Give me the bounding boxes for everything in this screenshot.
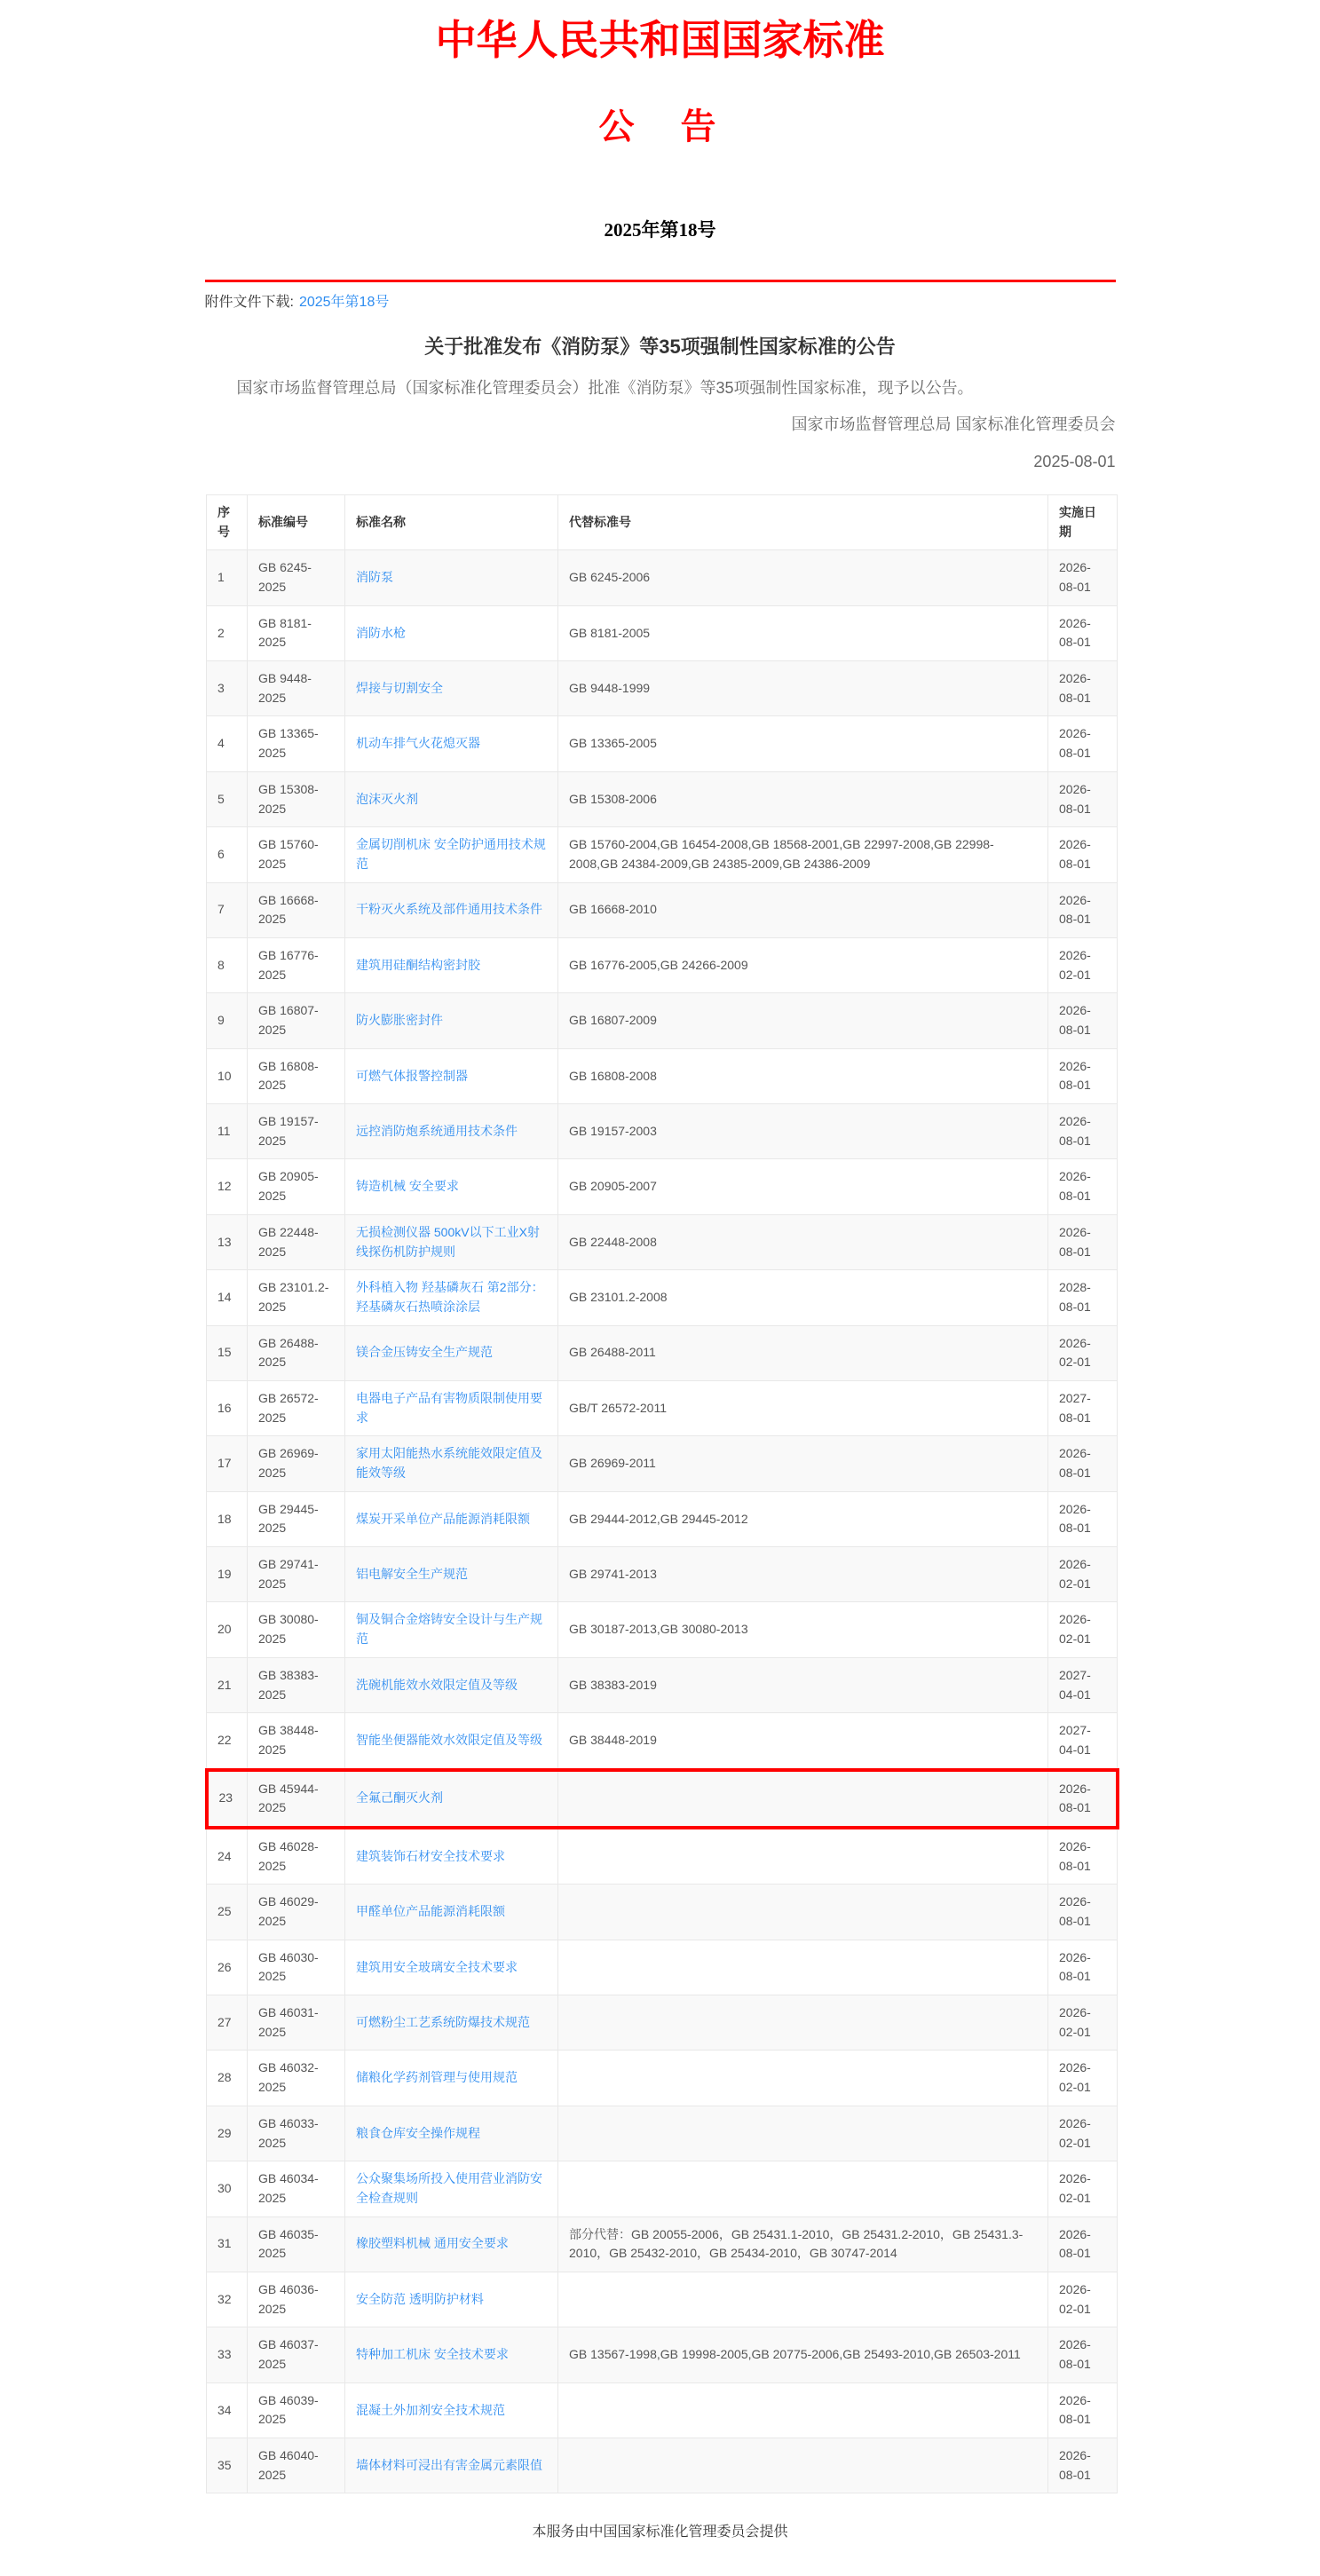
replaced-standards-cell — [558, 1828, 1048, 1885]
footer-note: 本服务由中国国家标准化管理委员会提供 — [532, 2525, 788, 2540]
implementation-date-cell: 2026-08-01 — [1048, 1159, 1118, 1214]
standard-name-link[interactable]: 洗碗机能效水效限定值及等级 — [356, 1677, 518, 1692]
standard-name-cell — [345, 1270, 558, 1325]
implementation-date-cell: 2026-08-01 — [1048, 2382, 1118, 2438]
signature: 国家市场监督管理总局 国家标准化管理委员会 — [791, 415, 1116, 433]
replaced-standards-cell — [558, 1770, 1048, 1828]
standard-name-link[interactable]: 消防泵 — [356, 570, 393, 585]
standard-name-link[interactable]: 泡沫灭火剂 — [356, 791, 418, 806]
standard-code-cell: GB 26572-2025 — [248, 1380, 345, 1435]
seq-cell: 20 — [207, 1602, 248, 1657]
implementation-date-cell: 2026-08-01 — [1048, 550, 1118, 605]
table-row — [207, 661, 1118, 716]
table-row — [207, 1325, 1118, 1380]
announce-date: 2025-08-01 — [1033, 452, 1116, 470]
implementation-date-cell: 2026-08-01 — [1048, 1491, 1118, 1546]
table-row — [207, 882, 1118, 937]
table-row — [207, 1940, 1118, 1995]
standard-name-link[interactable]: 无损检测仪器 500kV以下工业X射线探伤机防护规则 — [356, 1224, 540, 1259]
seq-cell: 3 — [207, 661, 248, 716]
standard-name-cell — [345, 1770, 558, 1828]
replaced-standards-cell: 部分代替：GB 20055-2006，GB 25431.1-2010，GB 25431.2-2010，GB 25431.3-2010，GB 25432-2010，GB 25434-2010，GB 30747-2014 — [558, 2216, 1048, 2272]
standard-name-link[interactable]: 建筑装饰石材安全技术要求 — [356, 1848, 505, 1863]
standard-name-link[interactable]: 铜及铜合金熔铸安全设计与生产规范 — [356, 1612, 542, 1647]
replaced-standards-cell: GB 13365-2005 — [558, 716, 1048, 771]
table-row — [207, 2161, 1118, 2216]
seq-cell: 31 — [207, 2216, 248, 2272]
standard-code-cell: GB 29741-2025 — [248, 1547, 345, 1602]
replaced-standards-cell: GB 8181-2005 — [558, 605, 1048, 660]
standard-code-cell: GB 46040-2025 — [248, 2438, 345, 2493]
attachment-download-link[interactable]: 2025年第18号 — [298, 295, 390, 311]
standard-name-link[interactable]: 甲醛单位产品能源消耗限额 — [356, 1904, 505, 1919]
standard-code-cell: GB 26969-2025 — [248, 1436, 345, 1491]
replaced-standards-cell: GB 20905-2007 — [558, 1159, 1048, 1214]
standard-code-cell: GB 16776-2025 — [248, 937, 345, 992]
table-row — [207, 2327, 1118, 2382]
standards-table — [205, 494, 1119, 2494]
seq-cell: 21 — [207, 1657, 248, 1712]
seq-cell: 9 — [207, 993, 248, 1048]
replaced-standards-cell — [558, 1995, 1048, 2051]
implementation-date-cell: 2026-08-01 — [1048, 1104, 1118, 1159]
standard-name-link[interactable]: 电器电子产品有害物质限制使用要求 — [356, 1390, 542, 1425]
standard-code-cell: GB 46033-2025 — [248, 2106, 345, 2161]
replaced-standards-cell: GB 16807-2009 — [558, 993, 1048, 1048]
standard-code-cell: GB 23101.2-2025 — [248, 1270, 345, 1325]
replaced-standards-cell: GB 29444-2012,GB 29445-2012 — [558, 1491, 1048, 1546]
replaced-standards-cell: GB 15760-2004,GB 16454-2008,GB 18568-2001,GB 22997-2008,GB 22998-2008,GB 24384-2009,GB 24385-2009,GB 24386-2009 — [558, 827, 1048, 882]
implementation-date-cell: 2026-08-01 — [1048, 605, 1118, 660]
standard-code-cell: GB 15308-2025 — [248, 771, 345, 826]
standard-code-cell: GB 20905-2025 — [248, 1159, 345, 1214]
standard-code-cell: GB 38383-2025 — [248, 1657, 345, 1712]
replaced-standards-cell: GB 29741-2013 — [558, 1547, 1048, 1602]
table-row — [207, 1828, 1118, 1885]
seq-cell: 25 — [207, 1885, 248, 1940]
standard-name-cell — [345, 2161, 558, 2216]
replaced-standards-cell — [558, 2272, 1048, 2327]
standard-code-cell: GB 46039-2025 — [248, 2382, 345, 2438]
attachment-label: 附件文件下载: — [204, 295, 294, 311]
standard-name-cell — [345, 716, 558, 771]
standard-code-cell: GB 46035-2025 — [248, 2216, 345, 2272]
implementation-date-cell: 2026-08-01 — [1048, 2216, 1118, 2272]
implementation-date-cell: 2026-08-01 — [1048, 1770, 1118, 1828]
table-row — [207, 1602, 1118, 1657]
standard-code-cell: GB 13365-2025 — [248, 716, 345, 771]
table-row — [207, 1770, 1118, 1828]
table-row — [207, 2051, 1118, 2106]
seq-cell: 17 — [207, 1436, 248, 1491]
standard-name-link[interactable]: 家用太阳能热水系统能效限定值及能效等级 — [356, 1446, 542, 1481]
seq-cell: 29 — [207, 2106, 248, 2161]
standard-code-cell: GB 30080-2025 — [248, 1602, 345, 1657]
standard-name-link[interactable]: 可燃气体报警控制器 — [356, 1068, 468, 1083]
table-row — [207, 1214, 1118, 1269]
standard-code-cell: GB 45944-2025 — [248, 1770, 345, 1828]
standard-code-cell: GB 46034-2025 — [248, 2161, 345, 2216]
standard-name-link[interactable]: 储粮化学药剂管理与使用规范 — [356, 2070, 518, 2085]
issue-number: 2025年第18号 — [604, 219, 716, 241]
table-row — [207, 605, 1118, 660]
standard-name-link[interactable]: 机动车排气火花熄灭器 — [356, 736, 480, 751]
implementation-date-cell: 2026-08-01 — [1048, 993, 1118, 1048]
replaced-standards-cell: GB 26969-2011 — [558, 1436, 1048, 1491]
seq-cell: 5 — [207, 771, 248, 826]
seq-cell: 11 — [207, 1104, 248, 1159]
implementation-date-cell: 2026-08-01 — [1048, 827, 1118, 882]
announcement-body: 国家市场监督管理总局（国家标准化管理委员会）批准《消防泵》等35项强制性国家标准，现予以公告。 — [236, 379, 974, 398]
standard-name-cell — [345, 661, 558, 716]
table-row — [207, 1048, 1118, 1103]
standard-code-cell: GB 19157-2025 — [248, 1104, 345, 1159]
page-subtitle: 公 告 — [598, 107, 722, 147]
standard-name-link[interactable]: 消防水枪 — [356, 625, 406, 640]
standard-name-link[interactable]: 可燃粉尘工艺系统防爆技术规范 — [356, 2014, 530, 2029]
standard-code-cell: GB 46032-2025 — [248, 2051, 345, 2106]
seq-cell: 35 — [207, 2438, 248, 2493]
standard-code-cell: GB 46029-2025 — [248, 1885, 345, 1940]
standard-code-cell: GB 46031-2025 — [248, 1995, 345, 2051]
table-row — [207, 716, 1118, 771]
implementation-date-cell: 2026-02-01 — [1048, 1602, 1118, 1657]
standard-name-cell — [345, 1159, 558, 1214]
standard-name-link[interactable]: 焊接与切割安全 — [356, 680, 443, 695]
standard-name-link[interactable]: 建筑用安全玻璃安全技术要求 — [356, 1959, 518, 1974]
implementation-date-cell: 2026-02-01 — [1048, 1995, 1118, 2051]
standard-code-cell: GB 46036-2025 — [248, 2272, 345, 2327]
standard-name-link[interactable]: 外科植入物 羟基磷灰石 第2部分：羟基磷灰石热喷涂涂层 — [356, 1280, 544, 1314]
standard-name-link[interactable]: 安全防范 透明防护材料 — [356, 2291, 484, 2306]
standard-name-cell — [345, 882, 558, 937]
seq-cell: 6 — [207, 827, 248, 882]
implementation-date-cell: 2026-08-01 — [1048, 771, 1118, 826]
standard-name-cell — [345, 1104, 558, 1159]
implementation-date-cell: 2026-02-01 — [1048, 2161, 1118, 2216]
standard-name-cell — [345, 827, 558, 882]
standard-code-cell: GB 15760-2025 — [248, 827, 345, 882]
table-row — [207, 2438, 1118, 2493]
table-row — [207, 1713, 1118, 1770]
implementation-date-cell: 2026-02-01 — [1048, 1325, 1118, 1380]
table-row — [207, 1657, 1118, 1712]
seq-cell: 33 — [207, 2327, 248, 2382]
standard-name-link[interactable]: 橡胶塑料机械 通用安全要求 — [356, 2236, 509, 2251]
replaced-standards-cell — [558, 2051, 1048, 2106]
table-row — [207, 1491, 1118, 1546]
standard-code-cell: GB 22448-2025 — [248, 1214, 345, 1269]
seq-cell: 14 — [207, 1270, 248, 1325]
standard-name-link[interactable]: 特种加工机床 安全技术要求 — [356, 2347, 509, 2362]
replaced-standards-cell: GB 15308-2006 — [558, 771, 1048, 826]
implementation-date-cell: 2026-02-01 — [1048, 2051, 1118, 2106]
standard-name-cell — [345, 1995, 558, 2051]
standard-name-link[interactable]: 煤炭开采单位产品能源消耗限额 — [356, 1511, 530, 1526]
standard-code-cell: GB 38448-2025 — [248, 1713, 345, 1770]
seq-cell: 16 — [207, 1380, 248, 1435]
replaced-standards-cell: GB 16808-2008 — [558, 1048, 1048, 1103]
column-header-code: 标准编号 — [248, 494, 345, 549]
seq-cell: 7 — [207, 882, 248, 937]
seq-cell: 32 — [207, 2272, 248, 2327]
standard-name-cell — [345, 2327, 558, 2382]
standard-name-cell — [345, 2382, 558, 2438]
standard-name-cell — [345, 605, 558, 660]
replaced-standards-cell: GB/T 26572-2011 — [558, 1380, 1048, 1435]
standard-code-cell: GB 29445-2025 — [248, 1491, 345, 1546]
column-header-seq: 序号 — [207, 494, 248, 549]
standard-name-link[interactable]: 墙体材料可浸出有害金属元素限值 — [356, 2457, 542, 2472]
standard-name-cell — [345, 1325, 558, 1380]
standard-name-link[interactable]: 智能坐便器能效水效限定值及等级 — [356, 1733, 542, 1748]
replaced-standards-cell — [558, 2106, 1048, 2161]
standard-name-cell — [345, 1657, 558, 1712]
replaced-standards-cell: GB 19157-2003 — [558, 1104, 1048, 1159]
implementation-date-cell: 2027-04-01 — [1048, 1657, 1118, 1712]
implementation-date-cell: 2026-08-01 — [1048, 1436, 1118, 1491]
standard-name-cell — [345, 2272, 558, 2327]
standard-name-cell — [345, 2216, 558, 2272]
implementation-date-cell: 2026-02-01 — [1048, 2272, 1118, 2327]
standard-name-link[interactable]: 公众聚集场所投入使用营业消防安全检查规则 — [356, 2171, 542, 2205]
seq-cell: 27 — [207, 1995, 248, 2051]
implementation-date-cell: 2026-08-01 — [1048, 1048, 1118, 1103]
implementation-date-cell: 2026-02-01 — [1048, 1547, 1118, 1602]
standard-name-cell — [345, 1828, 558, 1885]
column-header-name: 标准名称 — [345, 494, 558, 549]
replaced-standards-cell: GB 9448-1999 — [558, 661, 1048, 716]
standard-name-link[interactable]: 干粉灭火系统及部件通用技术条件 — [356, 902, 542, 917]
table-row — [207, 2216, 1118, 2272]
table-row — [207, 1436, 1118, 1491]
replaced-standards-cell: GB 26488-2011 — [558, 1325, 1048, 1380]
seq-cell: 8 — [207, 937, 248, 992]
replaced-standards-cell: GB 16668-2010 — [558, 882, 1048, 937]
standard-name-cell — [345, 1380, 558, 1435]
implementation-date-cell: 2027-08-01 — [1048, 1380, 1118, 1435]
replaced-standards-cell: GB 13567-1998,GB 19998-2005,GB 20775-2006,GB 25493-2010,GB 26503-2011 — [558, 2327, 1048, 2382]
standard-name-cell — [345, 1491, 558, 1546]
standard-name-link[interactable]: 远控消防炮系统通用技术条件 — [356, 1123, 518, 1138]
seq-cell: 28 — [207, 2051, 248, 2106]
replaced-standards-cell: GB 38383-2019 — [558, 1657, 1048, 1712]
standard-name-cell — [345, 1436, 558, 1491]
replaced-standards-cell — [558, 1885, 1048, 1940]
standard-name-cell — [345, 1940, 558, 1995]
attachment-row — [205, 290, 1116, 311]
standard-code-cell: GB 8181-2025 — [248, 605, 345, 660]
implementation-date-cell: 2026-08-01 — [1048, 2438, 1118, 2493]
replaced-standards-cell: GB 38448-2019 — [558, 1713, 1048, 1770]
standard-name-cell — [345, 1048, 558, 1103]
seq-cell: 1 — [207, 550, 248, 605]
table-row — [207, 2382, 1118, 2438]
standard-code-cell: GB 46030-2025 — [248, 1940, 345, 1995]
seq-cell: 13 — [207, 1214, 248, 1269]
replaced-standards-cell: GB 16776-2005,GB 24266-2009 — [558, 937, 1048, 992]
seq-cell: 34 — [207, 2382, 248, 2438]
replaced-standards-cell: GB 30187-2013,GB 30080-2013 — [558, 1602, 1048, 1657]
standard-name-cell — [345, 2438, 558, 2493]
table-row — [207, 937, 1118, 992]
table-row — [207, 2272, 1118, 2327]
column-header-replaces: 代替标准号 — [558, 494, 1048, 549]
standard-name-link[interactable]: 防火膨胀密封件 — [356, 1013, 443, 1028]
replaced-standards-cell — [558, 1940, 1048, 1995]
implementation-date-cell: 2028-08-01 — [1048, 1270, 1118, 1325]
standard-code-cell: GB 46028-2025 — [248, 1828, 345, 1885]
implementation-date-cell: 2026-08-01 — [1048, 1885, 1118, 1940]
implementation-date-cell: 2026-08-01 — [1048, 1940, 1118, 1995]
standard-name-cell — [345, 993, 558, 1048]
implementation-date-cell: 2026-08-01 — [1048, 1214, 1118, 1269]
implementation-date-cell: 2026-02-01 — [1048, 2106, 1118, 2161]
seq-cell: 22 — [207, 1713, 248, 1770]
seq-cell: 23 — [207, 1770, 248, 1828]
seq-cell: 12 — [207, 1159, 248, 1214]
standard-name-cell — [345, 1885, 558, 1940]
replaced-standards-cell: GB 6245-2006 — [558, 550, 1048, 605]
standard-name-link[interactable]: 铸造机械 安全要求 — [356, 1179, 459, 1194]
table-row — [207, 1885, 1118, 1940]
table-row — [207, 1380, 1118, 1435]
standard-code-cell: GB 6245-2025 — [248, 550, 345, 605]
replaced-standards-cell: GB 22448-2008 — [558, 1214, 1048, 1269]
seq-cell: 26 — [207, 1940, 248, 1995]
replaced-standards-cell: GB 23101.2-2008 — [558, 1270, 1048, 1325]
seq-cell: 10 — [207, 1048, 248, 1103]
table-row — [207, 2106, 1118, 2161]
table-row — [207, 1547, 1118, 1602]
standard-code-cell: GB 9448-2025 — [248, 661, 345, 716]
standard-name-cell — [345, 2051, 558, 2106]
implementation-date-cell: 2026-08-01 — [1048, 716, 1118, 771]
standard-name-link[interactable]: 全氟己酮灭火剂 — [356, 1790, 443, 1806]
standard-name-link[interactable]: 粮食仓库安全操作规程 — [356, 2125, 480, 2140]
replaced-standards-cell — [558, 2438, 1048, 2493]
standard-name-cell — [345, 1214, 558, 1269]
standard-name-cell — [345, 550, 558, 605]
table-row — [207, 1104, 1118, 1159]
table-row — [207, 1270, 1118, 1325]
announcement-title: 关于批准发布《消防泵》等35项强制性国家标准的公告 — [424, 336, 896, 359]
announcement-page — [205, 0, 1116, 2576]
implementation-date-cell: 2026-02-01 — [1048, 937, 1118, 992]
standard-name-cell — [345, 771, 558, 826]
standard-code-cell: GB 46037-2025 — [248, 2327, 345, 2382]
seq-cell: 15 — [207, 1325, 248, 1380]
standard-code-cell: GB 26488-2025 — [248, 1325, 345, 1380]
table-row — [207, 1995, 1118, 2051]
standard-name-link[interactable]: 金属切削机床 安全防护通用技术规范 — [356, 837, 546, 871]
table-row — [207, 827, 1118, 882]
standard-name-link[interactable]: 建筑用硅酮结构密封胶 — [356, 957, 480, 972]
seq-cell: 24 — [207, 1828, 248, 1885]
standards-table-header — [207, 494, 1118, 549]
seq-cell: 2 — [207, 605, 248, 660]
replaced-standards-cell — [558, 2161, 1048, 2216]
standard-code-cell: GB 16808-2025 — [248, 1048, 345, 1103]
table-row — [207, 550, 1118, 605]
column-header-date: 实施日期 — [1048, 494, 1118, 549]
table-row — [207, 1159, 1118, 1214]
implementation-date-cell: 2026-08-01 — [1048, 2327, 1118, 2382]
replaced-standards-cell — [558, 2382, 1048, 2438]
standard-code-cell: GB 16668-2025 — [248, 882, 345, 937]
seq-cell: 4 — [207, 716, 248, 771]
standard-name-cell — [345, 2106, 558, 2161]
implementation-date-cell: 2026-08-01 — [1048, 1828, 1118, 1885]
page-title: 中华人民共和国国家标准 — [435, 18, 885, 63]
red-divider-rule — [205, 280, 1116, 282]
seq-cell: 18 — [207, 1491, 248, 1546]
standard-name-cell — [345, 1547, 558, 1602]
seq-cell: 19 — [207, 1547, 248, 1602]
standard-name-cell — [345, 1713, 558, 1770]
standard-name-link[interactable]: 镁合金压铸安全生产规范 — [356, 1345, 493, 1360]
standard-name-link[interactable]: 铝电解安全生产规范 — [356, 1566, 468, 1581]
implementation-date-cell: 2027-04-01 — [1048, 1713, 1118, 1770]
implementation-date-cell: 2026-08-01 — [1048, 882, 1118, 937]
implementation-date-cell: 2026-08-01 — [1048, 661, 1118, 716]
standard-name-cell — [345, 1602, 558, 1657]
table-row — [207, 993, 1118, 1048]
standard-name-link[interactable]: 混凝土外加剂安全技术规范 — [356, 2402, 505, 2417]
seq-cell: 30 — [207, 2161, 248, 2216]
standard-name-cell — [345, 937, 558, 992]
table-row — [207, 771, 1118, 826]
standard-code-cell: GB 16807-2025 — [248, 993, 345, 1048]
